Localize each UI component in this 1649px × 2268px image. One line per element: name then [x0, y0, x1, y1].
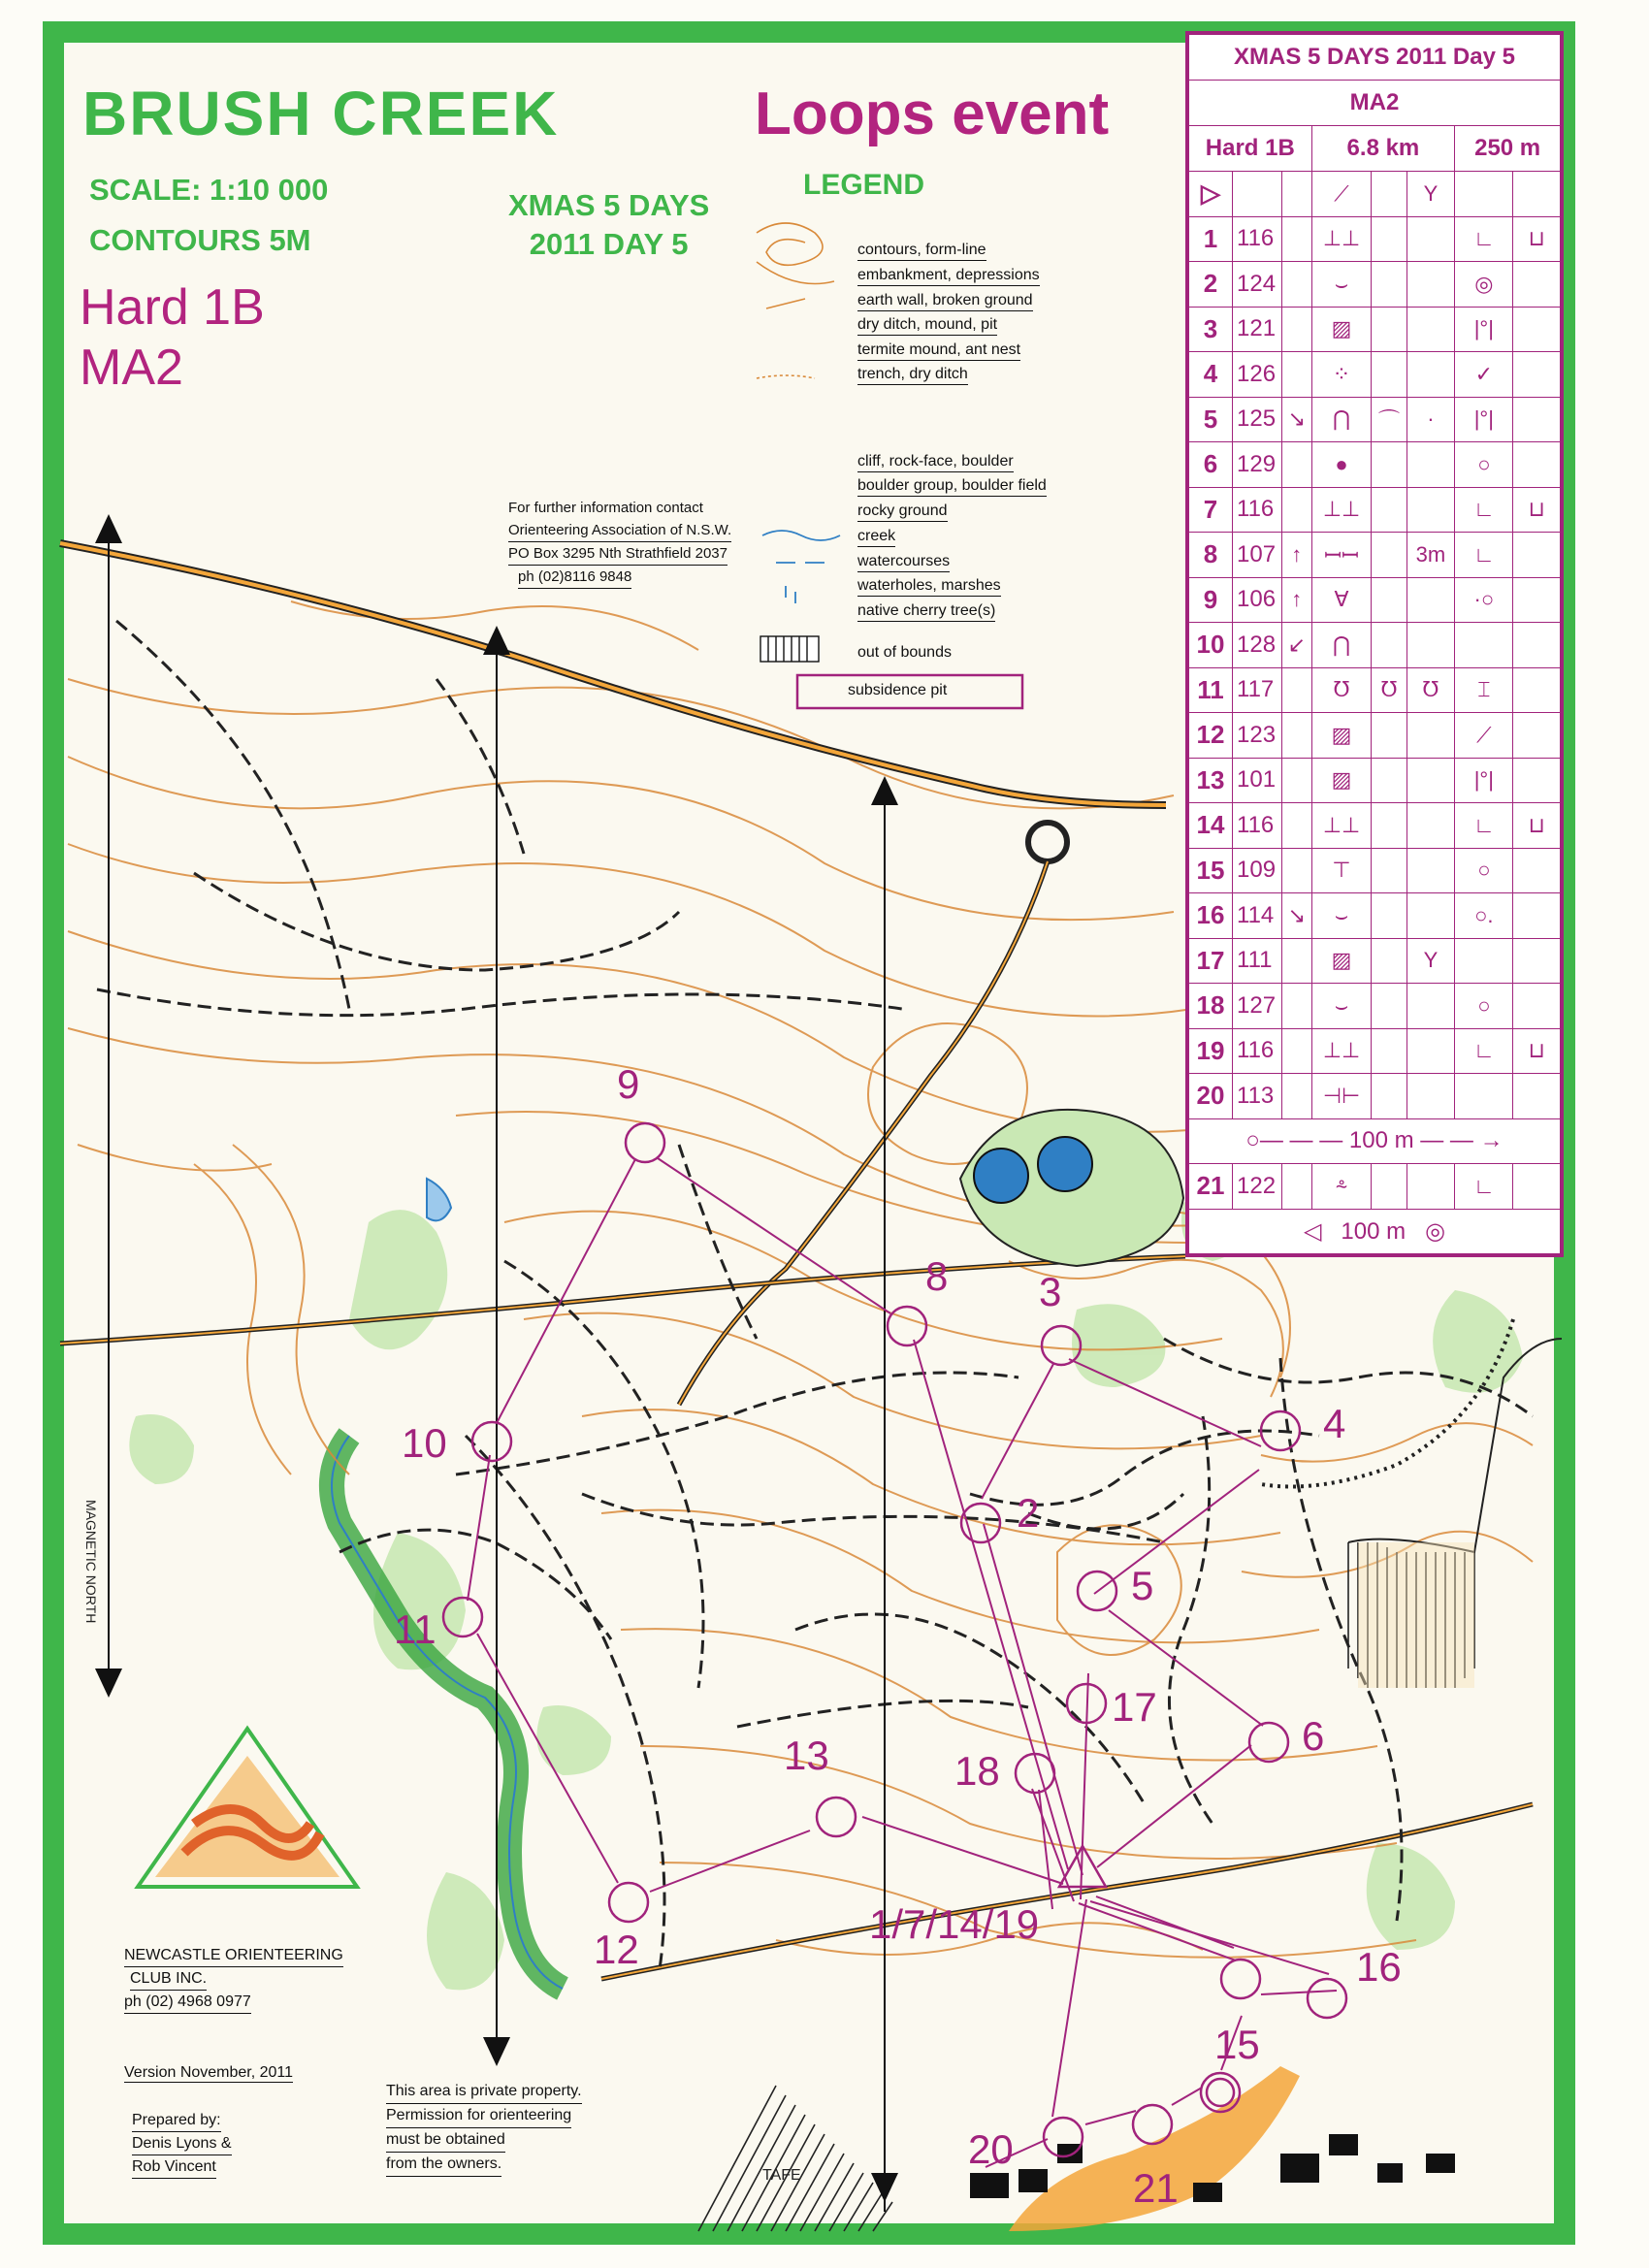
card-cell-d: ⊥⊥ [1311, 487, 1372, 533]
card-row-8 [1189, 533, 1561, 578]
card-cell-f: 3m [1406, 533, 1455, 578]
card-cell-h: ⊔ [1513, 803, 1561, 849]
card-cell-n: 18 [1189, 984, 1233, 1029]
card-title: XMAS 5 DAYS 2011 Day 5 [1189, 35, 1561, 81]
control-label-16: 16 [1356, 1944, 1402, 1990]
card-row-18 [1189, 984, 1561, 1029]
card-cell-e [1372, 758, 1406, 803]
course-legs [468, 1158, 1337, 2167]
card-cell-c: ↙ [1282, 623, 1312, 668]
event-series [508, 186, 709, 264]
card-cell-code: 126 [1233, 352, 1282, 398]
card-cell-g: ✓ [1455, 352, 1513, 398]
club-phone: ph (02) 4968 0977 [124, 1991, 251, 2014]
card-row-12 [1189, 713, 1561, 759]
card-cell-h [1513, 938, 1561, 984]
control-label-18: 18 [954, 1748, 1000, 1794]
legend-item: termite mound, ant nest [857, 340, 1020, 361]
control-label-12: 12 [594, 1927, 639, 1972]
card-cell-f [1406, 577, 1455, 623]
card-cell-d: ⊤ [1311, 848, 1372, 893]
card-cell-h [1513, 713, 1561, 759]
card-cell-f [1406, 984, 1455, 1029]
card-row-9 [1189, 577, 1561, 623]
card-cell-c [1282, 1028, 1312, 1074]
legend-item: creek [857, 527, 895, 547]
club-logo-graphic [138, 1729, 357, 1887]
card-cell-h [1513, 1074, 1561, 1119]
card-cell-h: ⊔ [1513, 487, 1561, 533]
card-cell-f: ℧ [1406, 667, 1455, 713]
card-cell-c [1282, 352, 1312, 398]
card-cell-c [1282, 758, 1312, 803]
card-cell-g: ○ [1455, 442, 1513, 488]
card-cell-g: ∟ [1455, 216, 1513, 262]
card-cell-d: ⋂ [1311, 397, 1372, 442]
card-cell-c [1282, 938, 1312, 984]
card-cell-g: ∟ [1455, 487, 1513, 533]
card-cell-code: 107 [1233, 533, 1282, 578]
roundabout [1028, 823, 1067, 861]
card-cell-e: ⌒ [1372, 397, 1406, 442]
contact-info [508, 497, 731, 589]
card-cell-d: ꟷꟷ [1311, 533, 1372, 578]
card-cell-g [1455, 938, 1513, 984]
card-cell-code: 129 [1233, 442, 1282, 488]
mapper-name: Rob Vincent [132, 2155, 216, 2179]
card-cell-f: Y [1406, 938, 1455, 984]
card-cell-e [1372, 1028, 1406, 1074]
card-cell-e [1372, 352, 1406, 398]
mapper-name: Denis Lyons & [132, 2132, 232, 2155]
legend-item: rocky ground [857, 502, 948, 522]
taped-route-row: ○— — — 100 m — — → [1189, 1118, 1561, 1164]
legend-title: LEGEND [803, 169, 925, 201]
card-cell-n: 15 [1189, 848, 1233, 893]
card-cell-g: ∟ [1455, 1028, 1513, 1074]
card-cell-c [1282, 262, 1312, 308]
card-cell-code: 117 [1233, 667, 1282, 713]
card-cell-n: 1 [1189, 216, 1233, 262]
contact-line: Orienteering Association of N.S.W. [508, 519, 731, 542]
out-of-bounds-south [698, 2086, 892, 2231]
card-cell-f [1406, 803, 1455, 849]
corner-symbol: ∟ [1455, 1164, 1513, 1210]
card-cell-g: |°| [1455, 758, 1513, 803]
card-cell-d: ⌣ [1311, 262, 1372, 308]
legend-item: dry ditch, mound, pit [857, 315, 997, 336]
card-cell-h: ⊔ [1513, 216, 1561, 262]
control-label-17: 17 [1112, 1684, 1157, 1730]
control-label-6: 6 [1302, 1713, 1325, 1759]
card-cell-g [1455, 1074, 1513, 1119]
course-info [80, 277, 265, 398]
card-cell-e [1372, 577, 1406, 623]
card-cell-n: 3 [1189, 307, 1233, 352]
card-course: Hard 1B [1189, 126, 1312, 172]
card-cell-e [1372, 848, 1406, 893]
card-cell-code: 128 [1233, 623, 1282, 668]
card-cell-f [1406, 1028, 1455, 1074]
card-cell-g: ◎ [1455, 262, 1513, 308]
card-row-14 [1189, 803, 1561, 849]
card-cell-n: 7 [1189, 487, 1233, 533]
card-cell-d: ℧ [1311, 667, 1372, 713]
card-cell-n: 5 [1189, 397, 1233, 442]
card-cell-d: ∀ [1311, 577, 1372, 623]
reservoir-1 [974, 1149, 1028, 1203]
control-circles [443, 1123, 1346, 2156]
card-cell-d: ⌣ [1311, 893, 1372, 939]
card-cell-f [1406, 713, 1455, 759]
card-cell-g: ⌶ [1455, 667, 1513, 713]
card-cell-d: ⁘ [1311, 352, 1372, 398]
start-junction-symbol: Y [1406, 172, 1455, 217]
card-cell-code: 109 [1233, 848, 1282, 893]
card-cell-d: ⋂ [1311, 623, 1372, 668]
card-cell-c: ↑ [1282, 577, 1312, 623]
card-cell-e [1372, 623, 1406, 668]
card-cell-d: ⌣ [1311, 984, 1372, 1029]
vegetation-areas [129, 1196, 1523, 1990]
card-cell-h [1513, 533, 1561, 578]
private-property-notice: This area is private property. Permission for orienteering must be obtained from the owners. [386, 2080, 582, 2177]
map-contour-interval: CONTOURS 5M [89, 223, 311, 257]
legend-item: cliff, rock-face, boulder [857, 452, 1014, 472]
card-cell-code: 114 [1233, 893, 1282, 939]
finish-route-distance: 100 m [1341, 1217, 1406, 1245]
card-cell-e [1372, 984, 1406, 1029]
card-cell-d: ▨ [1311, 307, 1372, 352]
card-cell-c [1282, 487, 1312, 533]
card-cell-f [1406, 623, 1455, 668]
card-cell-c [1282, 848, 1312, 893]
card-row-17 [1189, 938, 1561, 984]
card-cell-code: 116 [1233, 803, 1282, 849]
contact-line: PO Box 3295 Nth Strathfield 2037 [508, 542, 728, 566]
card-cell-g: ⟋ [1455, 713, 1513, 759]
card-cell-code: 121 [1233, 307, 1282, 352]
taped-route-distance: 100 m [1348, 1127, 1414, 1154]
card-cell-code: 106 [1233, 577, 1282, 623]
card-cell-d: ▨ [1311, 938, 1372, 984]
card-cell-n: 19 [1189, 1028, 1233, 1074]
card-cell-c [1282, 442, 1312, 488]
card-cell-n: 12 [1189, 713, 1233, 759]
card-cell-f: · [1406, 397, 1455, 442]
card-cell-f [1406, 307, 1455, 352]
control-label-9: 9 [617, 1061, 640, 1107]
card-cell-c [1282, 307, 1312, 352]
legend-oob-swatch [760, 636, 819, 662]
road-ew [60, 1256, 1185, 1344]
card-cell-h [1513, 984, 1561, 1029]
control-label-21: 21 [1133, 2165, 1179, 2211]
card-row-6 [1189, 442, 1561, 488]
card-class: MA2 [1189, 81, 1561, 126]
card-cell-h: ⊔ [1513, 1028, 1561, 1074]
reservoir-2 [1038, 1137, 1092, 1191]
card-cell-e [1372, 216, 1406, 262]
control-label-5: 5 [1131, 1563, 1154, 1608]
card-cell-e [1372, 487, 1406, 533]
card-cell-h [1513, 397, 1561, 442]
card-row-19 [1189, 1028, 1561, 1074]
card-cell-c [1282, 984, 1312, 1029]
legend-item: earth wall, broken ground [857, 291, 1033, 311]
card-cell-h [1513, 577, 1561, 623]
event-series-line1: XMAS 5 DAYS [508, 188, 710, 222]
card-cell-h [1513, 442, 1561, 488]
card-cell-g: ·○ [1455, 577, 1513, 623]
card-cell-f [1406, 216, 1455, 262]
card-row-4 [1189, 352, 1561, 398]
card-cell-code: 116 [1233, 1028, 1282, 1074]
card-row-number: 21 [1189, 1164, 1233, 1210]
control-label-2: 2 [1017, 1490, 1040, 1536]
legend-item: embankment, depressions [857, 266, 1040, 286]
control-label-8: 8 [925, 1253, 949, 1299]
card-cell-g: ○ [1455, 848, 1513, 893]
card-cell-d: ⊥⊥ [1311, 1028, 1372, 1074]
stairs-symbol: ⸛ [1311, 1164, 1372, 1210]
card-cell-c [1282, 667, 1312, 713]
event-name: Loops event [755, 81, 1110, 147]
card-row-2 [1189, 262, 1561, 308]
card-cell-f [1406, 1074, 1455, 1119]
control-label-15: 15 [1214, 2022, 1260, 2067]
card-cell-h [1513, 848, 1561, 893]
card-row-3 [1189, 307, 1561, 352]
event-series-line2: 2011 DAY 5 [529, 227, 689, 261]
legend-item: trench, dry ditch [857, 365, 968, 385]
card-cell-e [1372, 442, 1406, 488]
card-row-16 [1189, 893, 1561, 939]
card-cell-code: 111 [1233, 938, 1282, 984]
card-cell-n: 17 [1189, 938, 1233, 984]
club-inc: CLUB INC. [130, 1967, 207, 1991]
card-row-11 [1189, 667, 1561, 713]
legend-water [762, 531, 840, 603]
card-row-1 [1189, 216, 1561, 262]
card-cell-g: ∟ [1455, 533, 1513, 578]
card-cell-code: 124 [1233, 262, 1282, 308]
control-label-11: 11 [394, 1606, 436, 1652]
card-cell-e [1372, 803, 1406, 849]
card-row-15 [1189, 848, 1561, 893]
contact-phone: ph (02)8116 9848 [518, 566, 631, 589]
card-cell-code: 116 [1233, 487, 1282, 533]
prepared-by [132, 2109, 232, 2179]
card-cell-f [1406, 893, 1455, 939]
card-cell-n: 16 [1189, 893, 1233, 939]
card-cell-h [1513, 262, 1561, 308]
card-cell-f [1406, 352, 1455, 398]
card-length: 6.8 km [1311, 126, 1455, 172]
card-cell-d: ⊣⊢ [1311, 1074, 1372, 1119]
card-cell-n: 6 [1189, 442, 1233, 488]
card-cell-h [1513, 307, 1561, 352]
card-cell-f [1406, 487, 1455, 533]
club-info [124, 1944, 343, 2014]
card-row-13 [1189, 758, 1561, 803]
card-cell-n: 4 [1189, 352, 1233, 398]
card-row-5 [1189, 397, 1561, 442]
dam [427, 1179, 451, 1220]
legend-item: boulder group, boulder field [857, 476, 1047, 497]
club-name: NEWCASTLE ORIENTEERING [124, 1944, 343, 1967]
card-cell-code: 123 [1233, 713, 1282, 759]
card-cell-g: ∟ [1455, 803, 1513, 849]
card-cell-f [1406, 442, 1455, 488]
card-cell-c [1282, 713, 1312, 759]
card-cell-e [1372, 533, 1406, 578]
card-cell-code: 113 [1233, 1074, 1282, 1119]
card-cell-c [1282, 803, 1312, 849]
legend-item: native cherry tree(s) [857, 601, 995, 622]
control-label-20: 20 [968, 2126, 1014, 2172]
card-cell-c: ↘ [1282, 397, 1312, 442]
card-row-7 [1189, 487, 1561, 533]
card-cell-h [1513, 623, 1561, 668]
card-cell-n: 11 [1189, 667, 1233, 713]
card-cell-g: |°| [1455, 307, 1513, 352]
control-label-4: 4 [1323, 1401, 1346, 1446]
legend-symbols [757, 223, 834, 378]
start-symbol: ▷ [1189, 172, 1233, 217]
card-start-row [1189, 172, 1561, 217]
card-cell-c [1282, 216, 1312, 262]
card-climb: 250 m [1455, 126, 1561, 172]
legend-item: watercourses [857, 552, 950, 572]
card-cell-h [1513, 893, 1561, 939]
map-scale: SCALE: 1:10 000 [89, 173, 329, 207]
card-cell-g: ○ [1455, 984, 1513, 1029]
legend-item: out of bounds [857, 644, 952, 661]
card-cell-e [1372, 713, 1406, 759]
card-cell-e [1372, 893, 1406, 939]
card-cell-d: ● [1311, 442, 1372, 488]
card-cell-e [1372, 1074, 1406, 1119]
card-cell-f [1406, 262, 1455, 308]
card-cell-n: 2 [1189, 262, 1233, 308]
card-cell-e: ℧ [1372, 667, 1406, 713]
prepared-by-label: Prepared by: [132, 2109, 221, 2132]
card-cell-e [1372, 262, 1406, 308]
control-label-10: 10 [402, 1420, 447, 1466]
finish-inner-circle [1207, 2079, 1234, 2106]
control-description-card [1185, 31, 1564, 1257]
card-cell-g: |°| [1455, 397, 1513, 442]
tafe-label: TAFE [762, 2167, 801, 2184]
card-cell-n: 8 [1189, 533, 1233, 578]
card-cell-n: 13 [1189, 758, 1233, 803]
finish-route-row: ◁ 100 m ◎ [1189, 1209, 1561, 1254]
card-cell-g [1455, 623, 1513, 668]
card-cell-n: 10 [1189, 623, 1233, 668]
card-cell-d: ▨ [1311, 758, 1372, 803]
course-name: Hard 1B [80, 279, 265, 336]
card-cell-c [1282, 1074, 1312, 1119]
card-cell-code: 125 [1233, 397, 1282, 442]
start-feature-symbol: ⟋ [1311, 172, 1372, 217]
map-title: BRUSH CREEK [82, 79, 560, 148]
card-cell-n: 14 [1189, 803, 1233, 849]
legend-item: contours, form-line [857, 241, 986, 261]
map-version: Version November, 2011 [124, 2064, 294, 2081]
card-row-20 [1189, 1074, 1561, 1119]
card-row-10 [1189, 623, 1561, 668]
secondary-road [679, 861, 1048, 1405]
legend-item: waterholes, marshes [857, 576, 1001, 597]
control-label-3: 3 [1039, 1269, 1062, 1314]
card-cell-code: 101 [1233, 758, 1282, 803]
card-cell-n: 20 [1189, 1074, 1233, 1119]
card-cell-g: ○. [1455, 893, 1513, 939]
card-cell-e [1372, 307, 1406, 352]
card-cell-n: 9 [1189, 577, 1233, 623]
card-cell-f [1406, 758, 1455, 803]
course-class: MA2 [80, 340, 183, 396]
card-cell-h [1513, 758, 1561, 803]
card-cell-d: ⊥⊥ [1311, 803, 1372, 849]
card-row-21 [1189, 1164, 1561, 1210]
card-cell-d: ⊥⊥ [1311, 216, 1372, 262]
card-cell-h [1513, 352, 1561, 398]
card-cell-code: 116 [1233, 216, 1282, 262]
contact-line: For further information contact [508, 500, 703, 516]
card-cell-d: ▨ [1311, 713, 1372, 759]
card-cell-e [1372, 938, 1406, 984]
magnetic-north-label: MAGNETIC NORTH [83, 1500, 99, 1624]
card-cell-c: ↘ [1282, 893, 1312, 939]
card-cell-code: 127 [1233, 984, 1282, 1029]
control-label-start: 1/7/14/19 [869, 1901, 1040, 1947]
card-cell-f [1406, 848, 1455, 893]
card-cell-c: ↑ [1282, 533, 1312, 578]
legend-item: subsidence pit [848, 682, 948, 698]
card-cell-h [1513, 667, 1561, 713]
control-label-13: 13 [784, 1733, 829, 1778]
card-row-code: 122 [1233, 1164, 1282, 1210]
